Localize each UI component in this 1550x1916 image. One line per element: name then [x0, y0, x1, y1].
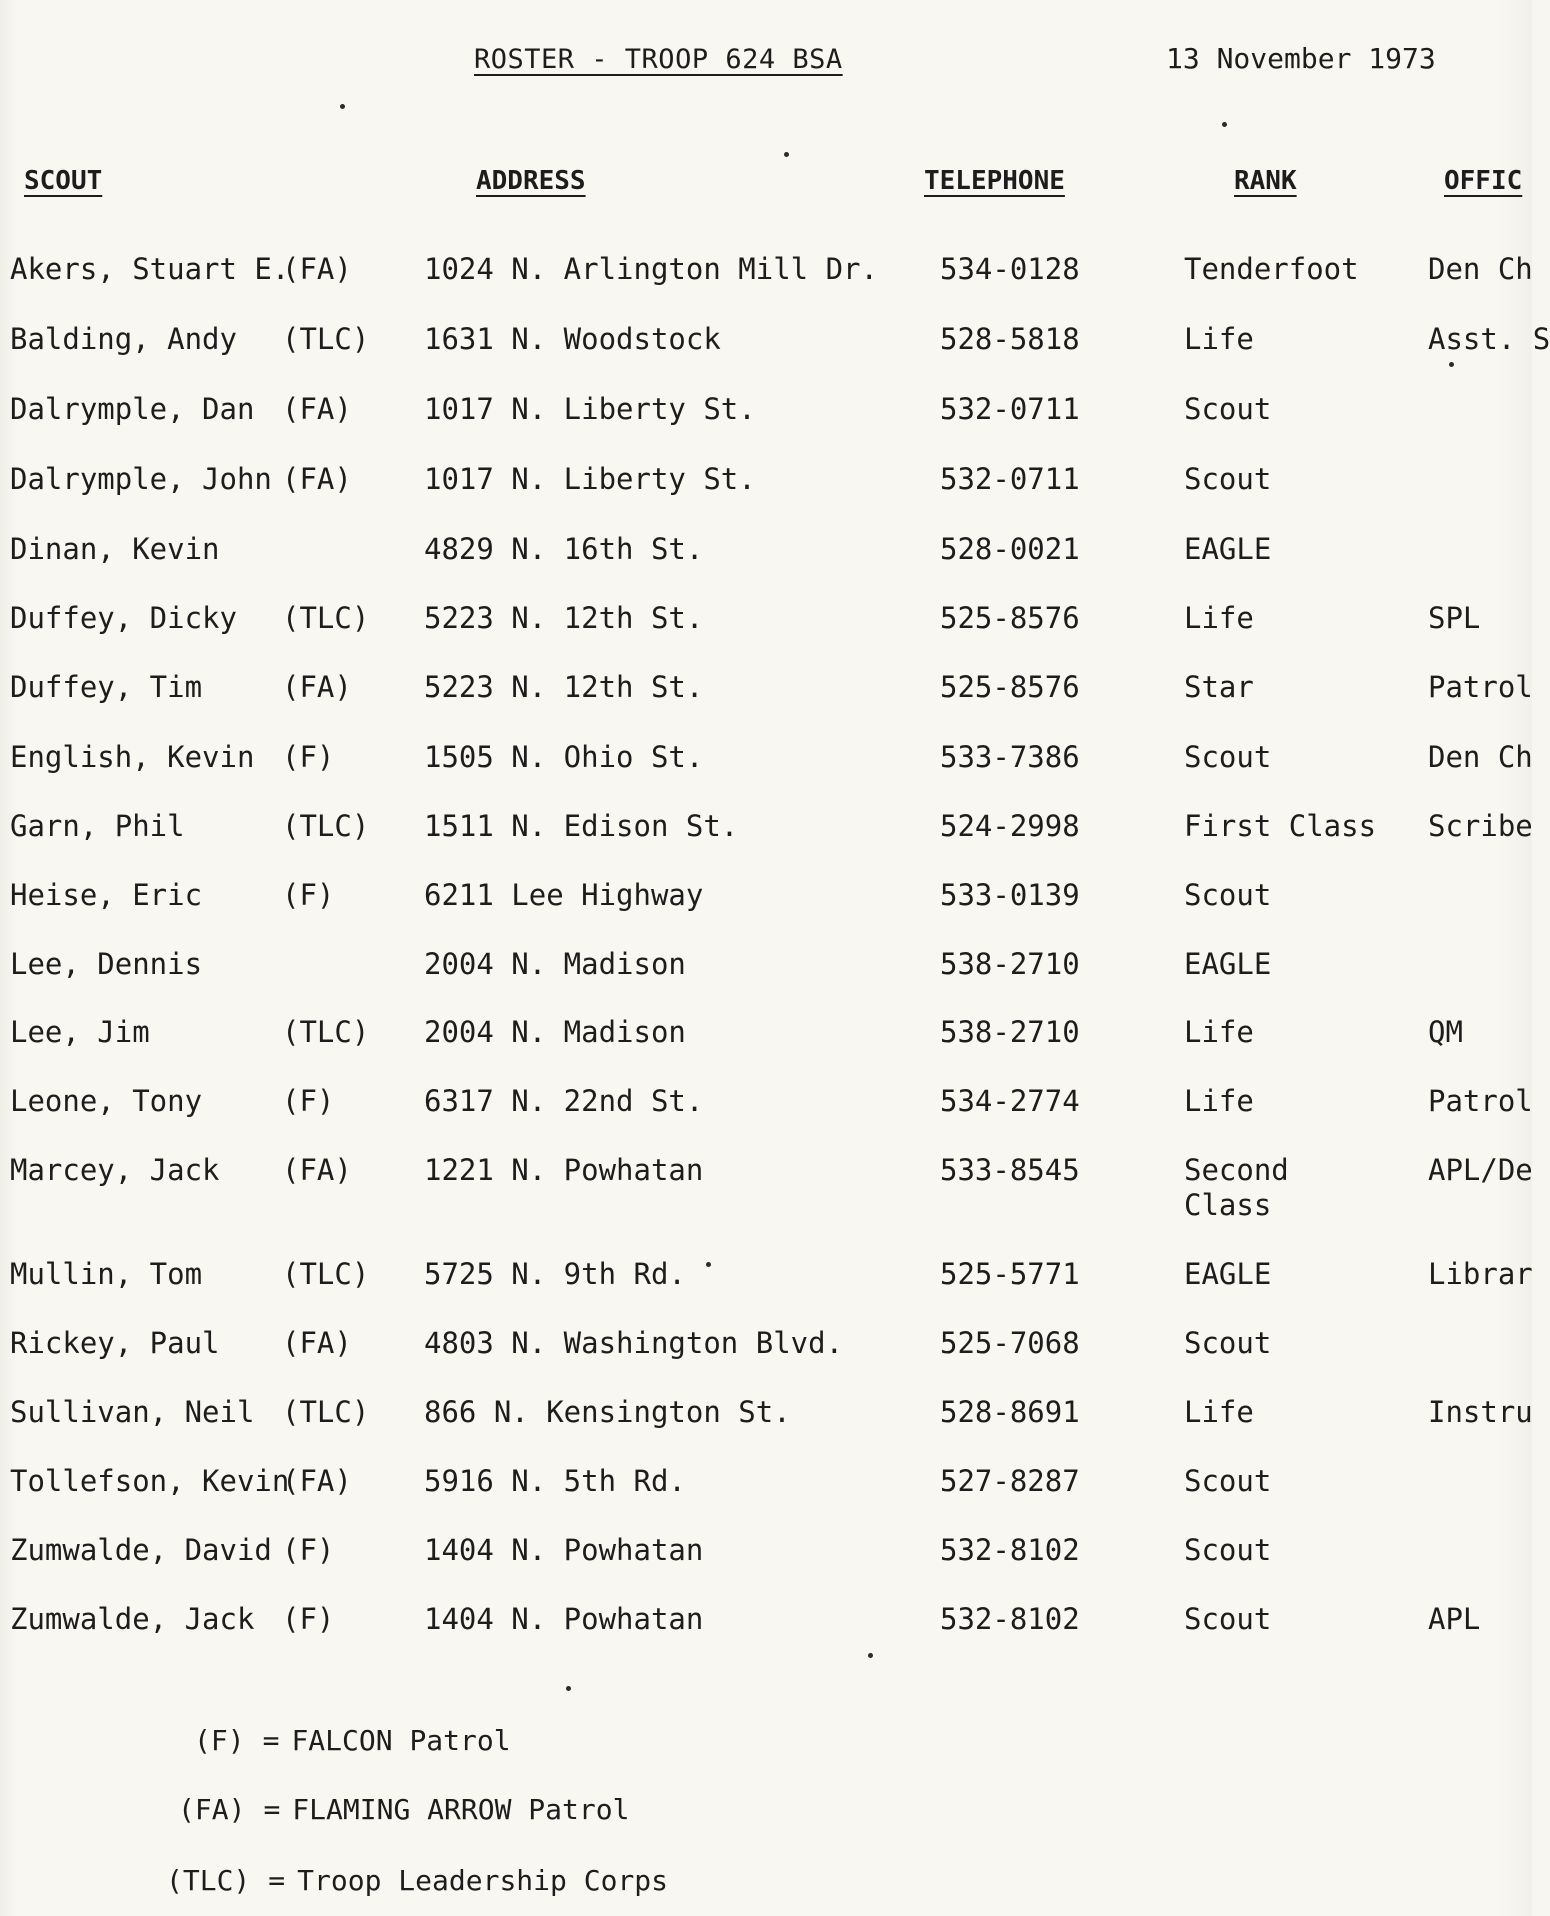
address-cell: 1404 N. Powhatan	[424, 1602, 704, 1636]
address-cell: 4829 N. 16th St.	[424, 532, 704, 566]
scout-name: Marcey, Jack	[10, 1153, 220, 1187]
rank-cell: Life	[1184, 1084, 1254, 1118]
office-cell: Asst. S	[1428, 322, 1550, 356]
telephone-cell: 525-7068	[940, 1326, 1080, 1360]
scout-name: Lee, Jim	[10, 1015, 150, 1049]
rank-cell: EAGLE	[1184, 532, 1272, 566]
telephone-cell: 532-8102	[940, 1602, 1080, 1636]
telephone-cell: 525-5771	[940, 1257, 1080, 1291]
scout-name: English, Kevin	[10, 740, 255, 774]
patrol-code: (TLC)	[282, 1257, 370, 1291]
patrol-code: (FA)	[282, 1153, 352, 1187]
address-cell: 1017 N. Liberty St.	[424, 462, 756, 496]
telephone-cell: 528-5818	[940, 322, 1080, 356]
address-cell: 1511 N. Edison St.	[424, 809, 739, 843]
patrol-code: (F)	[282, 878, 335, 912]
office-cell: APL	[1428, 1602, 1481, 1636]
telephone-cell: 532-8102	[940, 1533, 1080, 1567]
rank-cell: Life	[1184, 1015, 1254, 1049]
table-row	[0, 1015, 1532, 1075]
telephone-cell: 528-0021	[940, 532, 1080, 566]
scout-name: Heise, Eric	[10, 878, 203, 912]
telephone-cell: 527-8287	[940, 1464, 1080, 1498]
office-cell: Librar	[1428, 1257, 1533, 1291]
legend-code: (F)	[194, 1724, 245, 1757]
patrol-code: (FA)	[282, 462, 352, 496]
address-cell: 4803 N. Washington Blvd.	[424, 1326, 844, 1360]
rank-cell: First Class	[1184, 809, 1377, 843]
paper-speck	[1449, 362, 1454, 367]
address-cell: 5916 N. 5th Rd.	[424, 1464, 686, 1498]
scout-name: Zumwalde, Jack	[10, 1602, 255, 1636]
paper-speck	[706, 1262, 711, 1267]
scout-name: Dalrymple, John	[10, 462, 272, 496]
patrol-code: (F)	[282, 1602, 335, 1636]
rank-cell: EAGLE	[1184, 947, 1272, 981]
rank-cell: Life	[1184, 322, 1254, 356]
rank-cell: Scout	[1184, 878, 1272, 912]
rank-cell: Star	[1184, 670, 1254, 704]
legend-item: (F) = FALCON Patrol	[194, 1724, 511, 1757]
table-row	[0, 1533, 1532, 1593]
table-row	[0, 462, 1532, 522]
office-cell: Den Ch	[1428, 740, 1533, 774]
rank-cell: Life	[1184, 601, 1254, 635]
telephone-cell: 533-8545	[940, 1153, 1080, 1187]
patrol-code: (TLC)	[282, 1395, 370, 1429]
column-header-address: ADDRESS	[476, 166, 586, 196]
table-row	[0, 532, 1532, 592]
rank-cell: Scout	[1184, 1326, 1272, 1360]
scout-name: Lee, Dennis	[10, 947, 203, 981]
scout-name: Dalrymple, Dan	[10, 392, 255, 426]
legend-code: (FA)	[178, 1793, 246, 1826]
patrol-code: (TLC)	[282, 322, 370, 356]
scout-name: Dinan, Kevin	[10, 532, 220, 566]
legend-meaning: Troop Leadership Corps	[297, 1864, 669, 1897]
patrol-code: (FA)	[282, 392, 352, 426]
address-cell: 1631 N. Woodstock	[424, 322, 721, 356]
legend-meaning: FLAMING ARROW Patrol	[292, 1793, 630, 1826]
legend-item: (FA) = FLAMING ARROW Patrol	[178, 1793, 630, 1826]
table-row	[0, 252, 1532, 312]
paper-speck	[340, 104, 345, 109]
patrol-code: (FA)	[282, 1326, 352, 1360]
table-row	[0, 1153, 1532, 1233]
address-cell: 1017 N. Liberty St.	[424, 392, 756, 426]
office-cell: Instru	[1428, 1395, 1533, 1429]
scout-name: Sullivan, Neil	[10, 1395, 255, 1429]
patrol-code: (FA)	[282, 1464, 352, 1498]
table-row	[0, 392, 1532, 452]
table-row	[0, 878, 1532, 938]
column-header-office: OFFIC	[1444, 166, 1523, 196]
table-row	[0, 601, 1532, 661]
column-header-rank: RANK	[1234, 166, 1297, 196]
column-header-telephone: TELEPHONE	[924, 166, 1065, 196]
address-cell: 2004 N. Madison	[424, 1015, 686, 1049]
office-cell: Patrol	[1428, 670, 1533, 704]
address-cell: 1505 N. Ohio St.	[424, 740, 704, 774]
scout-name: Duffey, Tim	[10, 670, 203, 704]
legend-code: (TLC)	[166, 1864, 251, 1897]
office-cell: SPL	[1428, 601, 1481, 635]
table-row	[0, 809, 1532, 869]
table-row	[0, 1395, 1532, 1455]
table-row	[0, 1084, 1532, 1144]
scout-name: Leone, Tony	[10, 1084, 203, 1118]
office-cell: Patrol	[1428, 1084, 1533, 1118]
telephone-cell: 533-7386	[940, 740, 1080, 774]
legend-meaning: FALCON Patrol	[291, 1724, 511, 1757]
column-header-scout: SCOUT	[24, 166, 103, 196]
rank-cell: Scout	[1184, 1464, 1272, 1498]
patrol-code: (TLC)	[282, 601, 370, 635]
patrol-code: (F)	[282, 740, 335, 774]
office-cell: Scribe	[1428, 809, 1533, 843]
telephone-cell: 538-2710	[940, 1015, 1080, 1049]
office-cell: Den Ch	[1428, 252, 1533, 286]
address-cell: 5725 N. 9th Rd.	[424, 1257, 686, 1291]
telephone-cell: 532-0711	[940, 462, 1080, 496]
scout-name: Duffey, Dicky	[10, 601, 237, 635]
address-cell: 866 N. Kensington St.	[424, 1395, 791, 1429]
table-row	[0, 1464, 1532, 1524]
address-cell: 2004 N. Madison	[424, 947, 686, 981]
paper-speck	[566, 1686, 571, 1691]
rank-cell: Scout	[1184, 1602, 1272, 1636]
telephone-cell: 534-2774	[940, 1084, 1080, 1118]
office-cell: APL/De	[1428, 1153, 1533, 1187]
patrol-code: (F)	[282, 1533, 335, 1567]
telephone-cell: 528-8691	[940, 1395, 1080, 1429]
paper-speck	[1222, 122, 1227, 127]
rank-cell: Scout	[1184, 462, 1272, 496]
telephone-cell: 533-0139	[940, 878, 1080, 912]
rank-cell: Tenderfoot	[1184, 252, 1359, 286]
rank-cell: Scout	[1184, 740, 1272, 774]
patrol-code: (FA)	[282, 670, 352, 704]
scout-name: Mullin, Tom	[10, 1257, 203, 1291]
table-row	[0, 947, 1532, 1007]
rank-cell: Scout	[1184, 1533, 1272, 1567]
table-row	[0, 1257, 1532, 1317]
rank-cell: Scout	[1184, 392, 1272, 426]
scout-name: Balding, Andy	[10, 322, 237, 356]
table-row	[0, 670, 1532, 730]
document-title: ROSTER - TROOP 624 BSA	[474, 44, 843, 75]
paper-speck	[784, 152, 789, 157]
address-cell: 1024 N. Arlington Mill Dr.	[424, 252, 878, 286]
scout-name: Tollefson, Kevin	[10, 1464, 290, 1498]
scout-name: Zumwalde, David	[10, 1533, 272, 1567]
address-cell: 6211 Lee Highway	[424, 878, 704, 912]
rank-cell: Life	[1184, 1395, 1254, 1429]
scout-name: Rickey, Paul	[10, 1326, 220, 1360]
telephone-cell: 525-8576	[940, 601, 1080, 635]
patrol-code: (TLC)	[282, 809, 370, 843]
table-row	[0, 740, 1532, 800]
telephone-cell: 538-2710	[940, 947, 1080, 981]
table-row	[0, 1326, 1532, 1386]
table-row	[0, 322, 1550, 382]
paper-speck	[868, 1653, 873, 1658]
patrol-code: (TLC)	[282, 1015, 370, 1049]
address-cell: 1221 N. Powhatan	[424, 1153, 704, 1187]
patrol-code: (FA)	[282, 252, 352, 286]
office-cell: QM	[1428, 1015, 1463, 1049]
rank-cell: Second Class	[1184, 1153, 1289, 1222]
address-cell: 5223 N. 12th St.	[424, 670, 704, 704]
document-date: 13 November 1973	[1166, 42, 1436, 75]
scout-name: Akers, Stuart E.	[10, 252, 290, 286]
telephone-cell: 534-0128	[940, 252, 1080, 286]
legend-item: (TLC) = Troop Leadership Corps	[166, 1864, 669, 1897]
scout-name: Garn, Phil	[10, 809, 185, 843]
telephone-cell: 525-8576	[940, 670, 1080, 704]
telephone-cell: 524-2998	[940, 809, 1080, 843]
address-cell: 1404 N. Powhatan	[424, 1533, 704, 1567]
patrol-code: (F)	[282, 1084, 335, 1118]
telephone-cell: 532-0711	[940, 392, 1080, 426]
table-row	[0, 1602, 1532, 1662]
address-cell: 6317 N. 22nd St.	[424, 1084, 704, 1118]
rank-cell: EAGLE	[1184, 1257, 1272, 1291]
address-cell: 5223 N. 12th St.	[424, 601, 704, 635]
